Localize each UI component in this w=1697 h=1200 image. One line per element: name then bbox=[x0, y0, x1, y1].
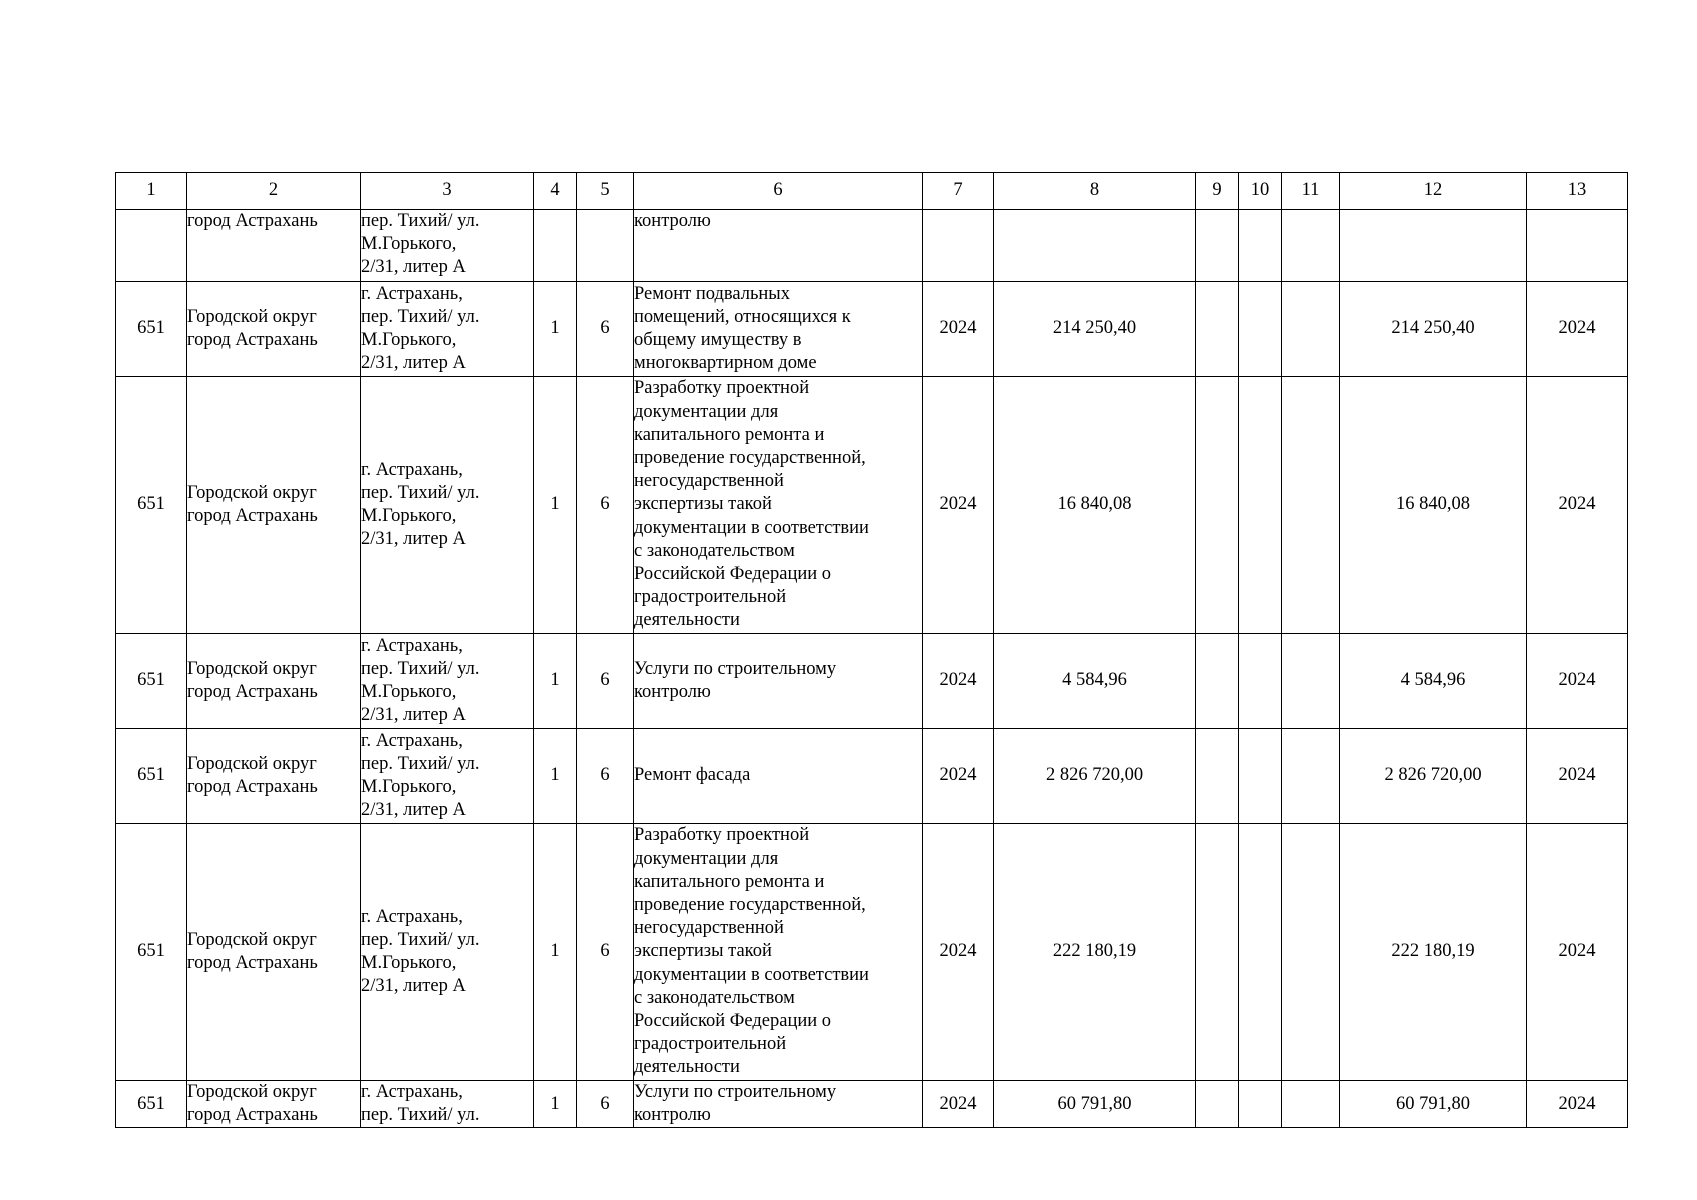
cell-municipality: Городской округ город Астрахань bbox=[187, 929, 318, 973]
cell-col10 bbox=[1239, 282, 1282, 377]
cell-year-end: 2024 bbox=[1527, 824, 1628, 1081]
cell-col5: 6 bbox=[577, 729, 634, 824]
cell-col11 bbox=[1282, 1081, 1340, 1128]
table-row bbox=[116, 824, 1628, 1081]
cell-col11 bbox=[1282, 824, 1340, 1081]
cell-id: 651 bbox=[116, 634, 187, 729]
table-row bbox=[116, 634, 1628, 729]
cell bbox=[1340, 210, 1527, 282]
cell-municipality: Городской округ город Астрахань bbox=[187, 306, 318, 350]
cell-cost-total: 222 180,19 bbox=[1340, 824, 1527, 1081]
cell-cost: 214 250,40 bbox=[994, 282, 1196, 377]
cell-cost-total: 60 791,80 bbox=[1340, 1081, 1527, 1128]
cell-col4: 1 bbox=[534, 377, 577, 634]
cell bbox=[1239, 210, 1282, 282]
col-header-7: 7 bbox=[923, 173, 994, 210]
cell bbox=[1527, 210, 1628, 282]
col-header-5: 5 bbox=[577, 173, 634, 210]
cell-cost-total: 214 250,40 bbox=[1340, 282, 1527, 377]
cell-work-type: Услуги по строительному контролю bbox=[634, 1082, 837, 1126]
col-header-4: 4 bbox=[534, 173, 577, 210]
cell-col4: 1 bbox=[534, 1081, 577, 1128]
cell-col11 bbox=[1282, 729, 1340, 824]
col-header-9: 9 bbox=[1196, 173, 1239, 210]
cell bbox=[534, 210, 577, 282]
cell-municipality: город Астрахань bbox=[187, 211, 318, 231]
cell bbox=[994, 210, 1196, 282]
cell-work-type: Разработку проектной документации для капитального ремонта и проведение государственной, негосударственной экспертизы такой документации в соответствии с законодательством Российской Федерации о градостроительной деятельности bbox=[634, 378, 869, 631]
cell-cost: 4 584,96 bbox=[994, 634, 1196, 729]
cell-col9 bbox=[1196, 824, 1239, 1081]
cell-year: 2024 bbox=[923, 282, 994, 377]
cell-cost-total: 4 584,96 bbox=[1340, 634, 1527, 729]
header-row bbox=[116, 173, 1628, 210]
cell-col4: 1 bbox=[534, 634, 577, 729]
cell-cost: 2 826 720,00 bbox=[994, 729, 1196, 824]
cell-col9 bbox=[1196, 1081, 1239, 1128]
cell-col5: 6 bbox=[577, 824, 634, 1081]
col-header-3: 3 bbox=[361, 173, 534, 210]
works-table bbox=[115, 172, 1628, 1128]
cell-col9 bbox=[1196, 377, 1239, 634]
table-row bbox=[116, 729, 1628, 824]
cell-year-end: 2024 bbox=[1527, 282, 1628, 377]
cell-year-end: 2024 bbox=[1527, 1081, 1628, 1128]
cell-col11 bbox=[1282, 282, 1340, 377]
cell-cost: 222 180,19 bbox=[994, 824, 1196, 1081]
continuation-row bbox=[116, 210, 1628, 282]
cell-work-type: Ремонт подвальных помещений, относящихся к общему имуществу в многоквартирном доме bbox=[634, 283, 851, 374]
col-header-1: 1 bbox=[116, 173, 187, 210]
col-header-11: 11 bbox=[1282, 173, 1340, 210]
cell-address: г. Астрахань, пер. Тихий/ ул. М.Горького, 2/31, литер А bbox=[361, 459, 480, 550]
cell-col4: 1 bbox=[534, 282, 577, 377]
cell-work-type: контролю bbox=[634, 211, 711, 231]
cell-work-type: Услуги по строительному контролю bbox=[634, 658, 837, 702]
cell-year: 2024 bbox=[923, 729, 994, 824]
cell bbox=[116, 210, 187, 282]
col-header-6: 6 bbox=[634, 173, 923, 210]
col-header-2: 2 bbox=[187, 173, 361, 210]
cell-col10 bbox=[1239, 1081, 1282, 1128]
cell-address: пер. Тихий/ ул. М.Горького, 2/31, литер А bbox=[361, 211, 480, 278]
table-row bbox=[116, 377, 1628, 634]
cell-col5: 6 bbox=[577, 1081, 634, 1128]
cell-col10 bbox=[1239, 377, 1282, 634]
cell bbox=[1282, 210, 1340, 282]
cell-cost-total: 16 840,08 bbox=[1340, 377, 1527, 634]
cell-municipality: Городской округ город Астрахань bbox=[187, 753, 318, 797]
cell-col5: 6 bbox=[577, 634, 634, 729]
cell-year: 2024 bbox=[923, 634, 994, 729]
cell-address: г. Астрахань, пер. Тихий/ ул. М.Горького, 2/31, литер А bbox=[361, 730, 480, 821]
cell-col10 bbox=[1239, 634, 1282, 729]
cell bbox=[923, 210, 994, 282]
cell-col11 bbox=[1282, 377, 1340, 634]
cell-col9 bbox=[1196, 634, 1239, 729]
cell-col10 bbox=[1239, 729, 1282, 824]
cell-cost-total: 2 826 720,00 bbox=[1340, 729, 1527, 824]
cell-work-type: Ремонт фасада bbox=[634, 765, 751, 786]
cell-id: 651 bbox=[116, 1081, 187, 1128]
cell-id: 651 bbox=[116, 824, 187, 1081]
cell-col9 bbox=[1196, 729, 1239, 824]
cell-address: г. Астрахань, пер. Тихий/ ул. М.Горького, 2/31, литер А bbox=[361, 635, 480, 726]
cell-year-end: 2024 bbox=[1527, 634, 1628, 729]
cell-col5: 6 bbox=[577, 377, 634, 634]
cell-municipality: Городской округ город Астрахань bbox=[187, 658, 318, 702]
cell-cost: 60 791,80 bbox=[994, 1081, 1196, 1128]
cell-year: 2024 bbox=[923, 824, 994, 1081]
cell-id: 651 bbox=[116, 377, 187, 634]
col-header-12: 12 bbox=[1340, 173, 1527, 210]
cell-year-end: 2024 bbox=[1527, 377, 1628, 634]
cell-id: 651 bbox=[116, 282, 187, 377]
cell-col5: 6 bbox=[577, 282, 634, 377]
cell-year-end: 2024 bbox=[1527, 729, 1628, 824]
cell-address: г. Астрахань, пер. Тихий/ ул. М.Горького, 2/31, литер А bbox=[361, 906, 480, 997]
cell-col4: 1 bbox=[534, 824, 577, 1081]
cell-year: 2024 bbox=[923, 377, 994, 634]
cell-col9 bbox=[1196, 282, 1239, 377]
cell-col10 bbox=[1239, 824, 1282, 1081]
cell-id: 651 bbox=[116, 729, 187, 824]
cell-address: г. Астрахань, пер. Тихий/ ул. bbox=[361, 1082, 480, 1126]
col-header-8: 8 bbox=[994, 173, 1196, 210]
cell-col4: 1 bbox=[534, 729, 577, 824]
col-header-10: 10 bbox=[1239, 173, 1282, 210]
cell-municipality: Городской округ город Астрахань bbox=[187, 482, 318, 526]
table-row bbox=[116, 1081, 1628, 1128]
cell-work-type: Разработку проектной документации для капитального ремонта и проведение государственной, негосударственной экспертизы такой документации в соответствии с законодательством Российской Федерации о градостроительной деятельности bbox=[634, 825, 869, 1078]
table-row bbox=[116, 282, 1628, 377]
col-header-13: 13 bbox=[1527, 173, 1628, 210]
cell-year: 2024 bbox=[923, 1081, 994, 1128]
cell-municipality: Городской округ город Астрахань bbox=[187, 1082, 318, 1126]
cell-cost: 16 840,08 bbox=[994, 377, 1196, 634]
cell-address: г. Астрахань, пер. Тихий/ ул. М.Горького, 2/31, литер А bbox=[361, 283, 480, 374]
cell bbox=[1196, 210, 1239, 282]
cell bbox=[577, 210, 634, 282]
cell-col11 bbox=[1282, 634, 1340, 729]
